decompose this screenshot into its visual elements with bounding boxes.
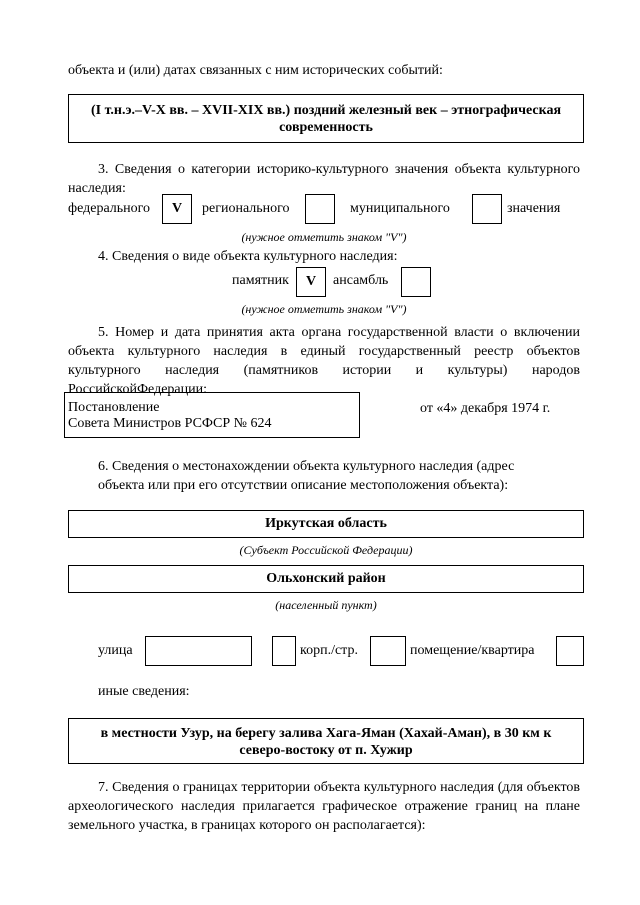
apartment-label: помещение/квартира <box>410 643 535 658</box>
period-box: (I т.н.э.–V-X вв. – XVII-XIX вв.) поздний железный век – этнографическая современность <box>68 94 584 143</box>
federal-checkbox[interactable]: V <box>162 194 192 224</box>
ensemble-checkbox[interactable] <box>401 267 431 297</box>
district-box: Ольхонский район <box>68 565 584 593</box>
monument-checkbox[interactable]: V <box>296 267 326 297</box>
other-info-label: иные сведения: <box>98 684 190 699</box>
corp-label: корп./стр. <box>300 643 358 658</box>
region-note: (Субъект Российской Федерации) <box>239 543 413 557</box>
monument-label: памятник <box>232 273 289 288</box>
other-info-box: в местности Узур, на берегу залива Хага-Яман (Хахай-Аман), в 30 км к северо-востоку от п. Хужир <box>68 718 584 764</box>
act-box <box>64 392 360 438</box>
apartment-field[interactable] <box>556 636 584 666</box>
section3-text: 3. Сведения о категории историко-культурного значения объекта культурного наследия: <box>68 162 580 196</box>
district-note: (населенный пункт) <box>275 598 377 612</box>
section5-text: 5. Номер и дата принятия акта органа государственной власти о включении объекта культурного наследия в единый государственный реестр объектов культурного наследия (памятников истории и культуры) народов РоссийскойФедерации: <box>68 325 580 397</box>
federal-label: федерального <box>68 201 151 216</box>
street-field[interactable] <box>145 636 252 666</box>
act-line-2: Совета Министров РСФСР № 624 <box>68 416 272 431</box>
regional-label: регионального <box>202 201 290 216</box>
act-date: от «4» декабря 1974 г. <box>420 401 551 416</box>
section6-text: 6. Сведения о местонахождении объекта культурного наследия (адрес объекта или при его отсутствии описание местоположения объекта): <box>98 459 515 493</box>
section4-text: 4. Сведения о виде объекта культурного наследия: <box>98 249 398 264</box>
house-field[interactable] <box>272 636 296 666</box>
section7-text: 7. Сведения о границах территории объекта культурного наследия (для объектов археологического наследия прилагается графическое отражение границ на плане земельного участка, в границах которого он располагается): <box>68 780 580 833</box>
municipal-label: муниципального <box>350 201 450 216</box>
region-box: Иркутская область <box>68 510 584 538</box>
act-line-1: Постановление <box>68 400 160 415</box>
significance-suffix: значения <box>507 201 561 216</box>
corp-field[interactable] <box>370 636 406 666</box>
section3-note: (нужное отметить знаком "V") <box>241 230 407 244</box>
intro-line: объекта и (или) датах связанных с ним исторических событий: <box>68 63 443 78</box>
section4-note: (нужное отметить знаком "V") <box>241 302 407 316</box>
ensemble-label: ансамбль <box>333 273 389 288</box>
regional-checkbox[interactable] <box>305 194 335 224</box>
municipal-checkbox[interactable] <box>472 194 502 224</box>
street-label: улица <box>98 643 133 658</box>
